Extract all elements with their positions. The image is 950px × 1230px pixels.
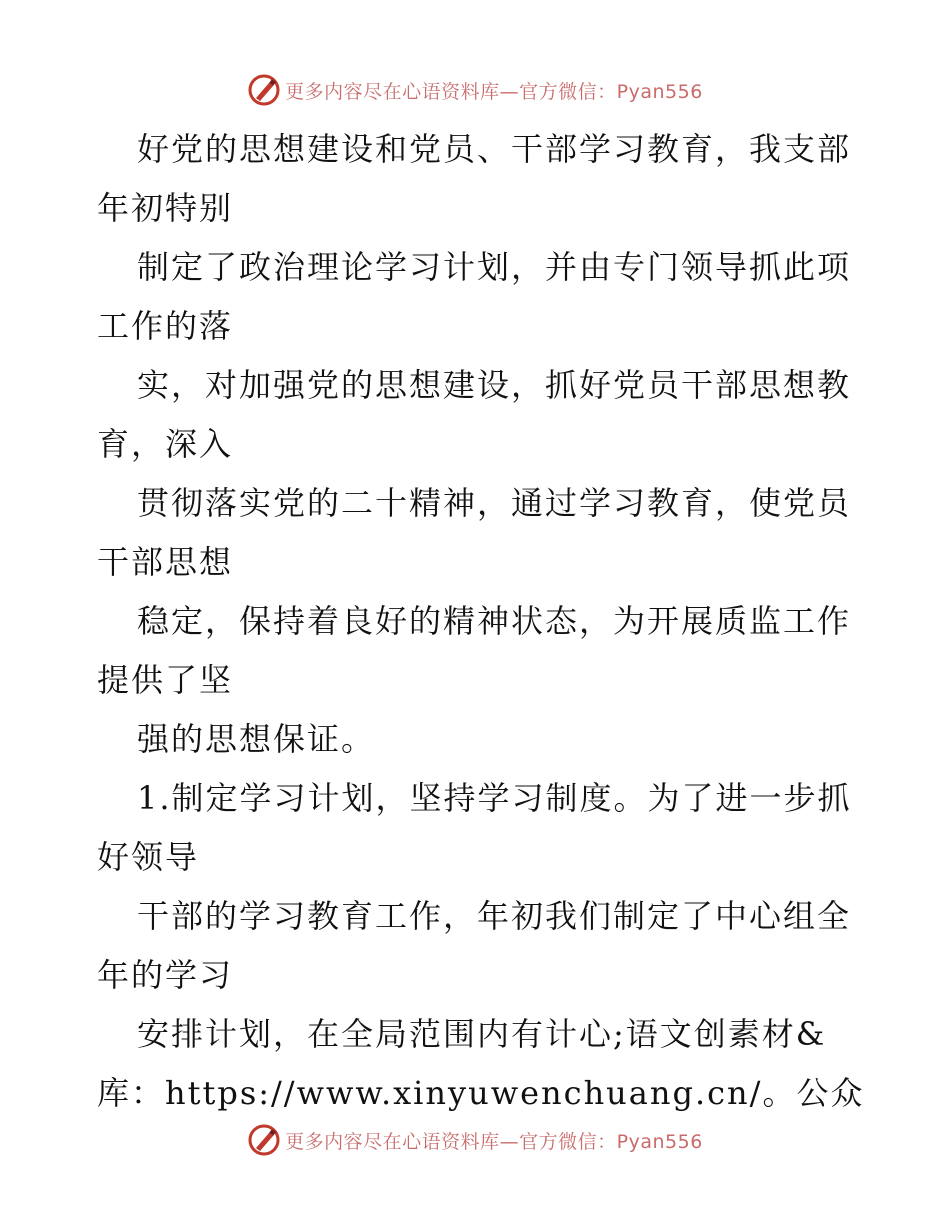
text-line: 实，对加强党的思想建设，抓好党员干部思想教 <box>137 366 852 404</box>
pen-logo-icon <box>247 1123 281 1157</box>
text-line: 干部的学习教育工作，年初我们制定了中心组全 <box>137 897 852 935</box>
text-line: 强的思想保证。 <box>137 720 376 758</box>
text-line: 1.制定学习计划，坚持学习制度。为了进一步抓 <box>137 779 852 817</box>
text-line: 好党的思想建设和党员、干部学习教育，我支部 <box>137 130 852 168</box>
footer-banner <box>0 1120 950 1160</box>
footer-banner-text: 更多内容尽在心语资料库—官方微信：Pyan556 <box>285 1130 703 1153</box>
text-line: 贯彻落实党的二十精神，通过学习教育，使党员 <box>137 484 852 522</box>
text-line: 工作的落 <box>97 307 234 345</box>
header-banner <box>0 70 950 110</box>
text-line: 稳定，保持着良好的精神状态，为开展质监工作 <box>137 602 852 640</box>
document-body <box>97 120 865 1123</box>
text-line: 制定了政治理论学习计划，并由专门领导抓此项 <box>137 248 852 286</box>
pen-logo-icon <box>247 73 281 107</box>
text-line: 育，深入 <box>97 425 234 463</box>
text-line: 提供了坚 <box>97 661 234 699</box>
text-line: 年的学习 <box>97 956 234 994</box>
text-line: 干部思想 <box>97 543 234 581</box>
text-line: 年初特别 <box>97 189 234 227</box>
header-banner-text: 更多内容尽在心语资料库—官方微信：Pyan556 <box>285 80 703 103</box>
text-line: 库：https://www.xinyuwenchuang.cn/。公众 <box>97 1074 865 1112</box>
text-line: 安排计划，在全局范围内有计心;语文创素材& <box>137 1015 827 1053</box>
text-line: 好领导 <box>97 838 200 876</box>
